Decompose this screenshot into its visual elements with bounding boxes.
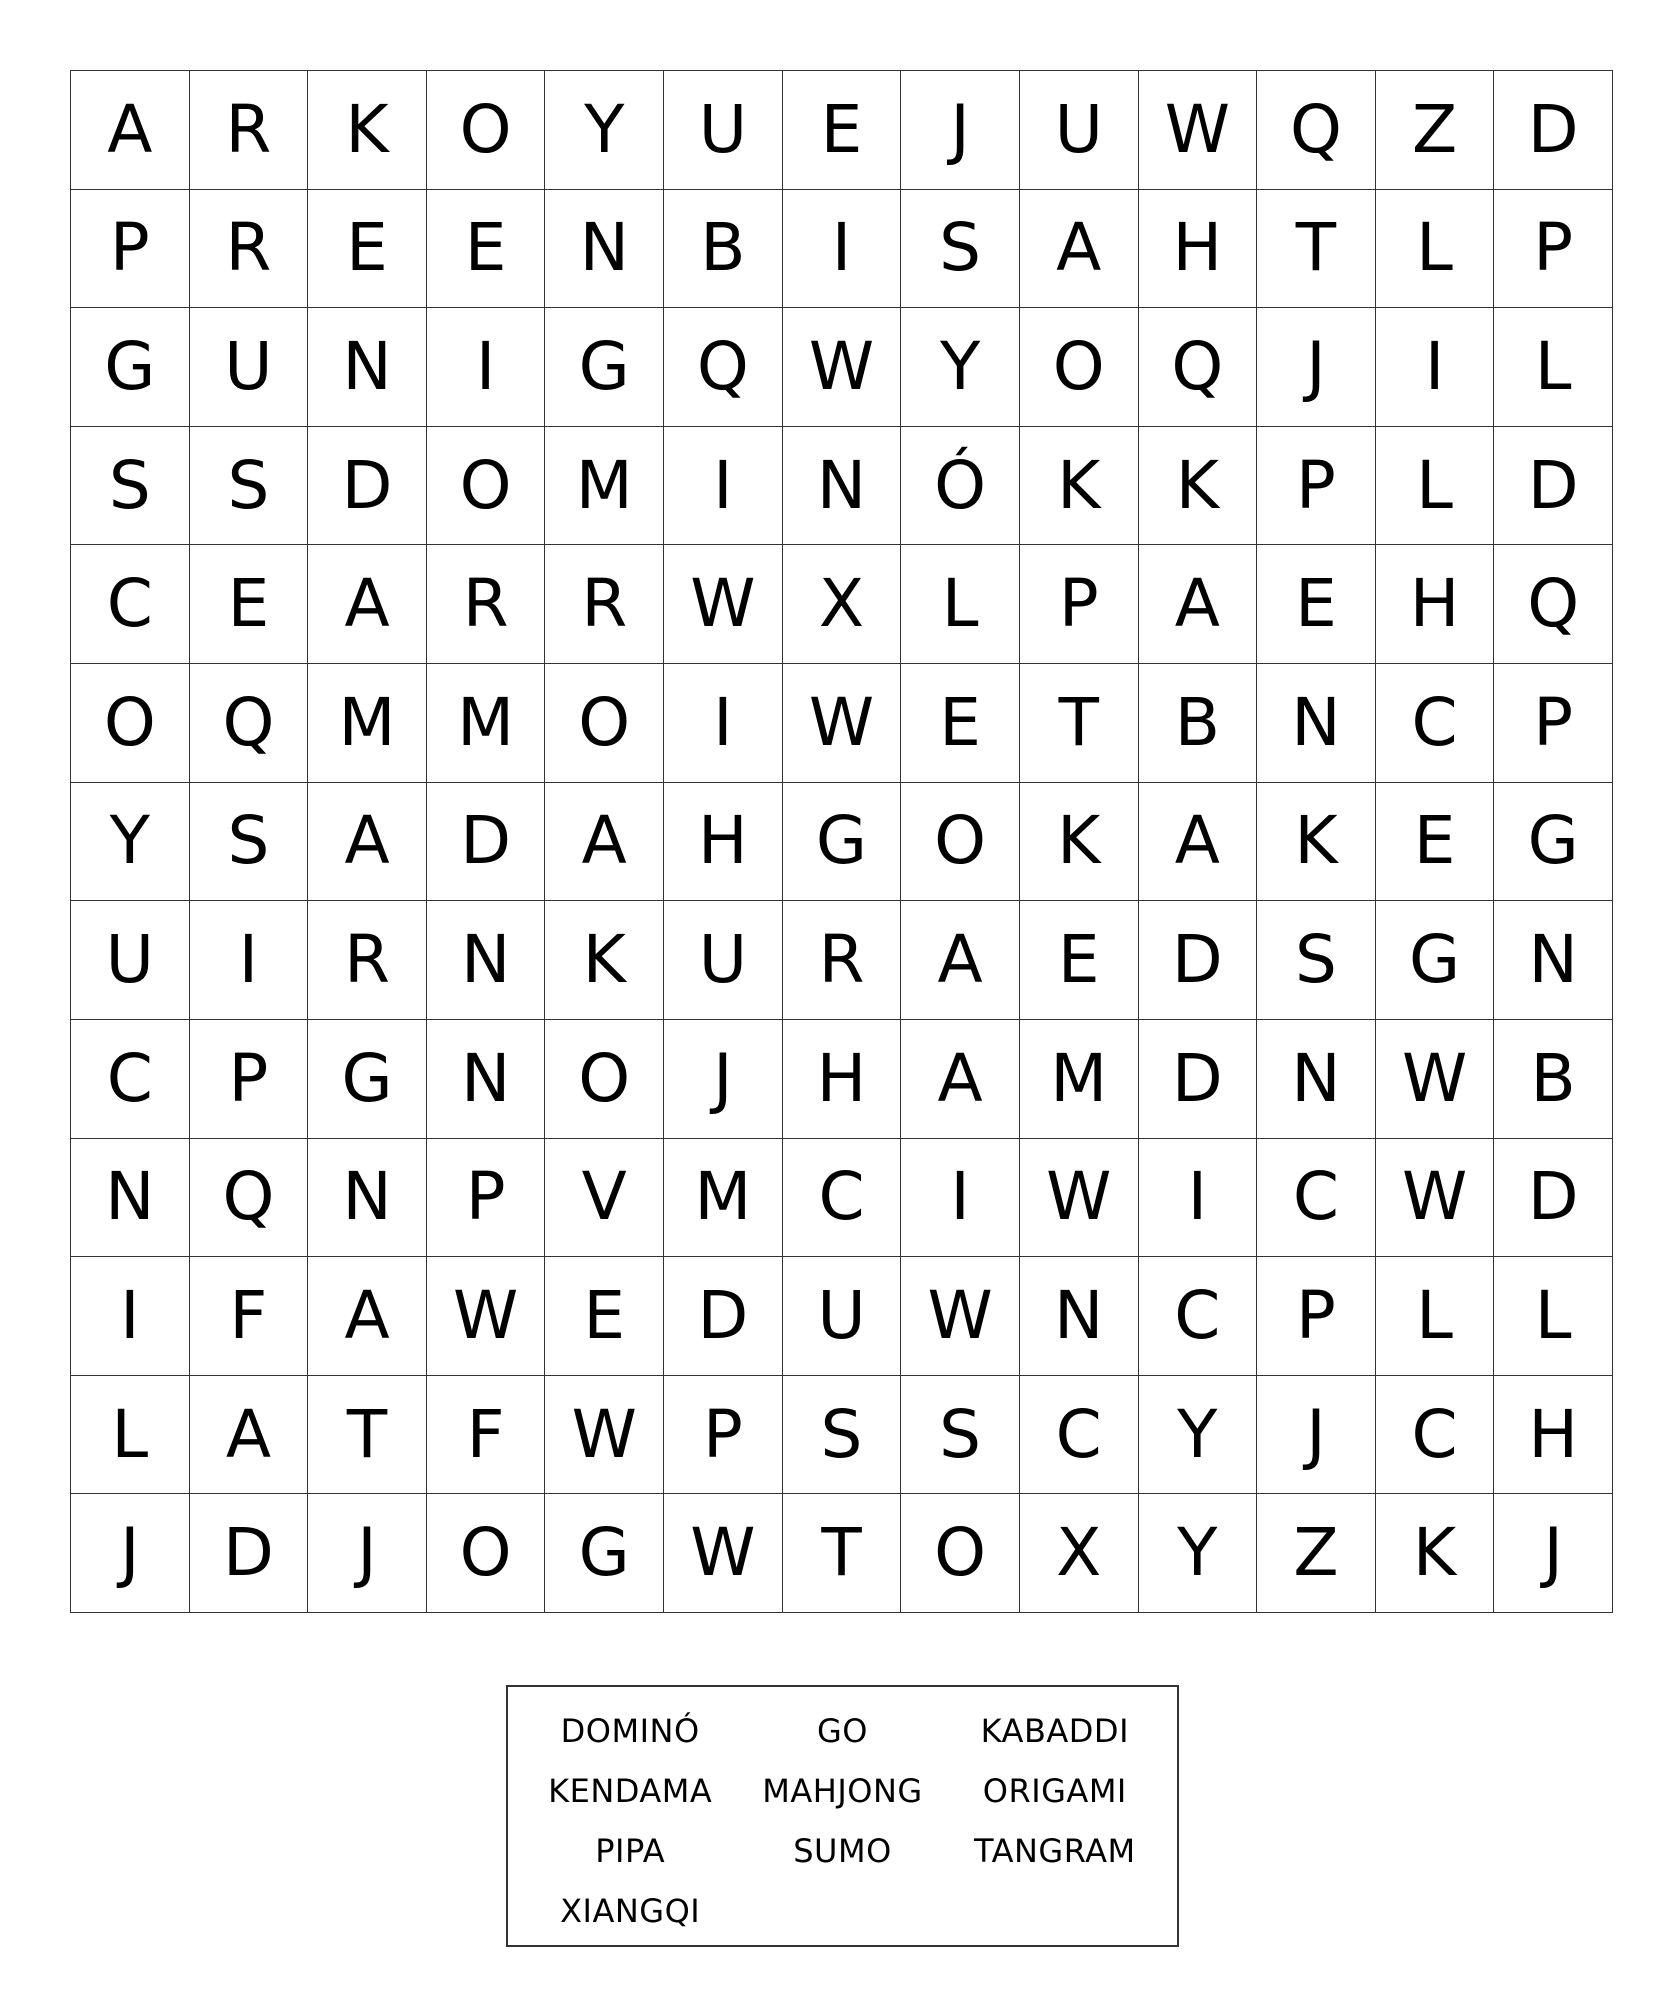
grid-cell[interactable]: Q (190, 1139, 309, 1258)
grid-cell[interactable]: Z (1376, 71, 1495, 190)
grid-cell[interactable]: O (427, 427, 546, 546)
grid-cell[interactable]: P (1020, 545, 1139, 664)
grid-cell[interactable]: L (901, 545, 1020, 664)
grid-cell[interactable]: J (308, 1494, 427, 1613)
grid-cell[interactable]: S (190, 427, 309, 546)
grid-cell[interactable]: E (427, 190, 546, 309)
grid-cell[interactable]: W (783, 308, 902, 427)
grid-cell[interactable]: Q (664, 308, 783, 427)
grid-cell[interactable]: I (1139, 1139, 1258, 1258)
grid-cell[interactable]: S (901, 190, 1020, 309)
word-list-item: XIANGQI (560, 1892, 701, 1930)
grid-cell[interactable]: A (1139, 783, 1258, 902)
grid-cell[interactable]: P (190, 1020, 309, 1139)
letter-grid (70, 70, 1613, 1613)
grid-cell[interactable]: G (545, 1494, 664, 1613)
grid-cell[interactable]: E (190, 545, 309, 664)
grid-cell[interactable]: M (427, 664, 546, 783)
grid-cell[interactable]: M (1020, 1020, 1139, 1139)
grid-cell[interactable]: Y (1139, 1494, 1258, 1613)
grid-cell[interactable]: K (1376, 1494, 1495, 1613)
grid-cell[interactable]: N (783, 427, 902, 546)
grid-cell[interactable]: N (427, 1020, 546, 1139)
grid-cell[interactable]: A (1139, 545, 1258, 664)
grid-cell[interactable]: L (1494, 308, 1613, 427)
grid-cell[interactable]: K (1020, 783, 1139, 902)
grid-cell[interactable]: E (545, 1257, 664, 1376)
grid-cell[interactable]: P (1494, 190, 1613, 309)
grid-cell[interactable]: N (308, 308, 427, 427)
grid-cell[interactable]: I (427, 308, 546, 427)
grid-cell[interactable]: S (901, 1376, 1020, 1495)
grid-cell[interactable]: J (1257, 308, 1376, 427)
grid-cell[interactable]: O (427, 1494, 546, 1613)
grid-cell[interactable]: E (783, 71, 902, 190)
grid-cell[interactable]: D (664, 1257, 783, 1376)
grid-cell[interactable]: N (545, 190, 664, 309)
grid-cell[interactable]: S (1257, 901, 1376, 1020)
grid-cell[interactable]: E (1257, 545, 1376, 664)
grid-cell[interactable]: A (901, 1020, 1020, 1139)
grid-cell[interactable]: Y (71, 783, 190, 902)
grid-cell[interactable]: A (308, 1257, 427, 1376)
grid-cell[interactable]: G (308, 1020, 427, 1139)
grid-cell[interactable]: P (71, 190, 190, 309)
grid-cell[interactable]: J (71, 1494, 190, 1613)
grid-cell[interactable]: O (545, 664, 664, 783)
grid-cell[interactable]: A (71, 71, 190, 190)
grid-cell[interactable]: B (1139, 664, 1258, 783)
grid-cell[interactable]: C (71, 545, 190, 664)
grid-cell[interactable]: M (664, 1139, 783, 1258)
grid-cell[interactable]: I (190, 901, 309, 1020)
grid-cell[interactable]: N (1257, 1020, 1376, 1139)
grid-cell[interactable]: R (308, 901, 427, 1020)
grid-cell[interactable]: U (664, 71, 783, 190)
grid-cell[interactable]: U (783, 1257, 902, 1376)
grid-cell[interactable]: N (1494, 901, 1613, 1020)
grid-cell[interactable]: F (427, 1376, 546, 1495)
grid-cell[interactable]: E (901, 664, 1020, 783)
grid-cell[interactable]: H (1376, 545, 1495, 664)
grid-cell[interactable]: R (783, 901, 902, 1020)
grid-cell[interactable]: N (1257, 664, 1376, 783)
grid-cell[interactable]: T (1257, 190, 1376, 309)
grid-cell[interactable]: W (901, 1257, 1020, 1376)
grid-cell[interactable]: W (1020, 1139, 1139, 1258)
grid-cell[interactable]: J (1494, 1494, 1613, 1613)
grid-cell[interactable]: X (783, 545, 902, 664)
grid-cell[interactable]: N (308, 1139, 427, 1258)
grid-cell[interactable]: N (71, 1139, 190, 1258)
grid-cell[interactable]: W (1376, 1139, 1495, 1258)
grid-cell[interactable]: K (1139, 427, 1258, 546)
grid-cell[interactable]: H (1139, 190, 1258, 309)
grid-cell[interactable]: D (427, 783, 546, 902)
word-list-item: GO (817, 1712, 868, 1750)
grid-cell[interactable]: P (1494, 664, 1613, 783)
grid-cell[interactable]: O (1020, 308, 1139, 427)
word-list-item: SUMO (793, 1832, 892, 1870)
grid-cell[interactable]: W (664, 1494, 783, 1613)
grid-cell[interactable]: T (308, 1376, 427, 1495)
grid-cell[interactable]: E (1020, 901, 1139, 1020)
grid-cell[interactable]: Q (1257, 71, 1376, 190)
grid-cell[interactable]: Q (1494, 545, 1613, 664)
grid-cell[interactable]: F (190, 1257, 309, 1376)
grid-cell[interactable]: C (71, 1020, 190, 1139)
grid-cell[interactable]: A (1020, 190, 1139, 309)
grid-cell[interactable]: I (71, 1257, 190, 1376)
grid-cell[interactable]: E (1376, 783, 1495, 902)
grid-cell[interactable]: D (1494, 1139, 1613, 1258)
grid-cell[interactable]: D (1494, 427, 1613, 546)
grid-cell[interactable]: A (901, 901, 1020, 1020)
grid-cell[interactable]: V (545, 1139, 664, 1258)
grid-cell[interactable]: H (783, 1020, 902, 1139)
grid-cell[interactable]: I (664, 427, 783, 546)
grid-cell[interactable]: C (1376, 1376, 1495, 1495)
grid-cell[interactable]: C (1020, 1376, 1139, 1495)
grid-cell[interactable]: W (1139, 71, 1258, 190)
grid-cell[interactable]: R (545, 545, 664, 664)
grid-cell[interactable]: K (308, 71, 427, 190)
grid-cell[interactable]: U (71, 901, 190, 1020)
grid-cell[interactable]: J (664, 1020, 783, 1139)
grid-cell[interactable]: J (901, 71, 1020, 190)
grid-cell[interactable]: A (190, 1376, 309, 1495)
grid-cell[interactable]: N (427, 901, 546, 1020)
grid-cell[interactable]: H (664, 783, 783, 902)
grid-cell[interactable]: P (1257, 1257, 1376, 1376)
grid-cell[interactable]: C (783, 1139, 902, 1258)
grid-cell[interactable]: W (1376, 1020, 1495, 1139)
grid-cell[interactable]: D (1139, 1020, 1258, 1139)
grid-cell[interactable]: R (190, 190, 309, 309)
grid-cell[interactable]: Q (1139, 308, 1258, 427)
grid-cell[interactable]: T (1020, 664, 1139, 783)
grid-cell[interactable]: L (1376, 190, 1495, 309)
grid-cell[interactable]: N (1020, 1257, 1139, 1376)
grid-cell[interactable]: L (71, 1376, 190, 1495)
grid-cell[interactable]: Ó (901, 427, 1020, 546)
grid-cell[interactable]: O (545, 1020, 664, 1139)
grid-cell[interactable]: G (1494, 783, 1613, 902)
grid-cell[interactable]: P (664, 1376, 783, 1495)
grid-cell[interactable]: R (427, 545, 546, 664)
grid-cell[interactable]: C (1257, 1139, 1376, 1258)
grid-cell[interactable]: U (1020, 71, 1139, 190)
grid-cell[interactable]: D (1494, 71, 1613, 190)
grid-cell[interactable]: D (190, 1494, 309, 1613)
grid-cell[interactable]: X (1020, 1494, 1139, 1613)
grid-cell[interactable]: K (1257, 783, 1376, 902)
word-list-item: ORIGAMI (982, 1772, 1127, 1810)
grid-cell[interactable]: L (1494, 1257, 1613, 1376)
grid-cell[interactable]: O (71, 664, 190, 783)
grid-cell[interactable]: I (664, 664, 783, 783)
grid-cell[interactable]: G (71, 308, 190, 427)
grid-cell[interactable]: M (545, 427, 664, 546)
grid-cell[interactable]: P (1257, 427, 1376, 546)
grid-cell[interactable]: Y (901, 308, 1020, 427)
word-list-item: KENDAMA (548, 1772, 713, 1810)
grid-cell[interactable]: S (71, 427, 190, 546)
word-list-item: DOMINÓ (560, 1712, 700, 1750)
grid-cell[interactable]: G (545, 308, 664, 427)
grid-cell[interactable]: U (664, 901, 783, 1020)
grid-cell[interactable]: K (545, 901, 664, 1020)
grid-cell[interactable]: Y (1139, 1376, 1258, 1495)
grid-cell[interactable]: W (783, 664, 902, 783)
grid-cell[interactable]: A (308, 545, 427, 664)
grid-cell[interactable]: T (783, 1494, 902, 1613)
grid-cell[interactable]: C (1139, 1257, 1258, 1376)
grid-cell[interactable]: I (783, 190, 902, 309)
grid-cell[interactable]: D (308, 427, 427, 546)
grid-cell[interactable]: W (664, 545, 783, 664)
grid-cell[interactable]: Z (1257, 1494, 1376, 1613)
grid-cell[interactable]: L (1376, 427, 1495, 546)
grid-cell[interactable]: S (190, 783, 309, 902)
grid-cell[interactable]: Y (545, 71, 664, 190)
grid-cell[interactable]: P (427, 1139, 546, 1258)
grid-cell[interactable]: O (901, 783, 1020, 902)
word-list-item: MAHJONG (762, 1772, 923, 1810)
word-list (506, 1685, 1179, 1947)
word-list-item: PIPA (595, 1832, 666, 1870)
grid-cell[interactable]: I (901, 1139, 1020, 1258)
grid-cell[interactable]: L (1376, 1257, 1495, 1376)
grid-cell[interactable]: S (783, 1376, 902, 1495)
grid-cell[interactable]: A (545, 783, 664, 902)
grid-cell[interactable]: O (901, 1494, 1020, 1613)
grid-cell[interactable]: M (308, 664, 427, 783)
grid-cell[interactable]: G (1376, 901, 1495, 1020)
grid-cell[interactable]: W (545, 1376, 664, 1495)
grid-cell[interactable]: I (1376, 308, 1495, 427)
grid-cell[interactable]: R (190, 71, 309, 190)
grid-cell[interactable]: K (1020, 427, 1139, 546)
grid-cell[interactable]: A (308, 783, 427, 902)
grid-cell[interactable]: B (664, 190, 783, 309)
grid-cell[interactable]: G (783, 783, 902, 902)
grid-cell[interactable]: H (1494, 1376, 1613, 1495)
grid-cell[interactable]: J (1257, 1376, 1376, 1495)
grid-cell[interactable]: Q (190, 664, 309, 783)
grid-cell[interactable]: C (1376, 664, 1495, 783)
grid-cell[interactable]: O (427, 71, 546, 190)
grid-cell[interactable]: D (1139, 901, 1258, 1020)
grid-cell[interactable]: E (308, 190, 427, 309)
grid-cell[interactable]: W (427, 1257, 546, 1376)
word-list-item: KABADDI (980, 1712, 1129, 1750)
word-list-item: TANGRAM (974, 1832, 1136, 1870)
grid-cell[interactable]: B (1494, 1020, 1613, 1139)
grid-cell[interactable]: U (190, 308, 309, 427)
